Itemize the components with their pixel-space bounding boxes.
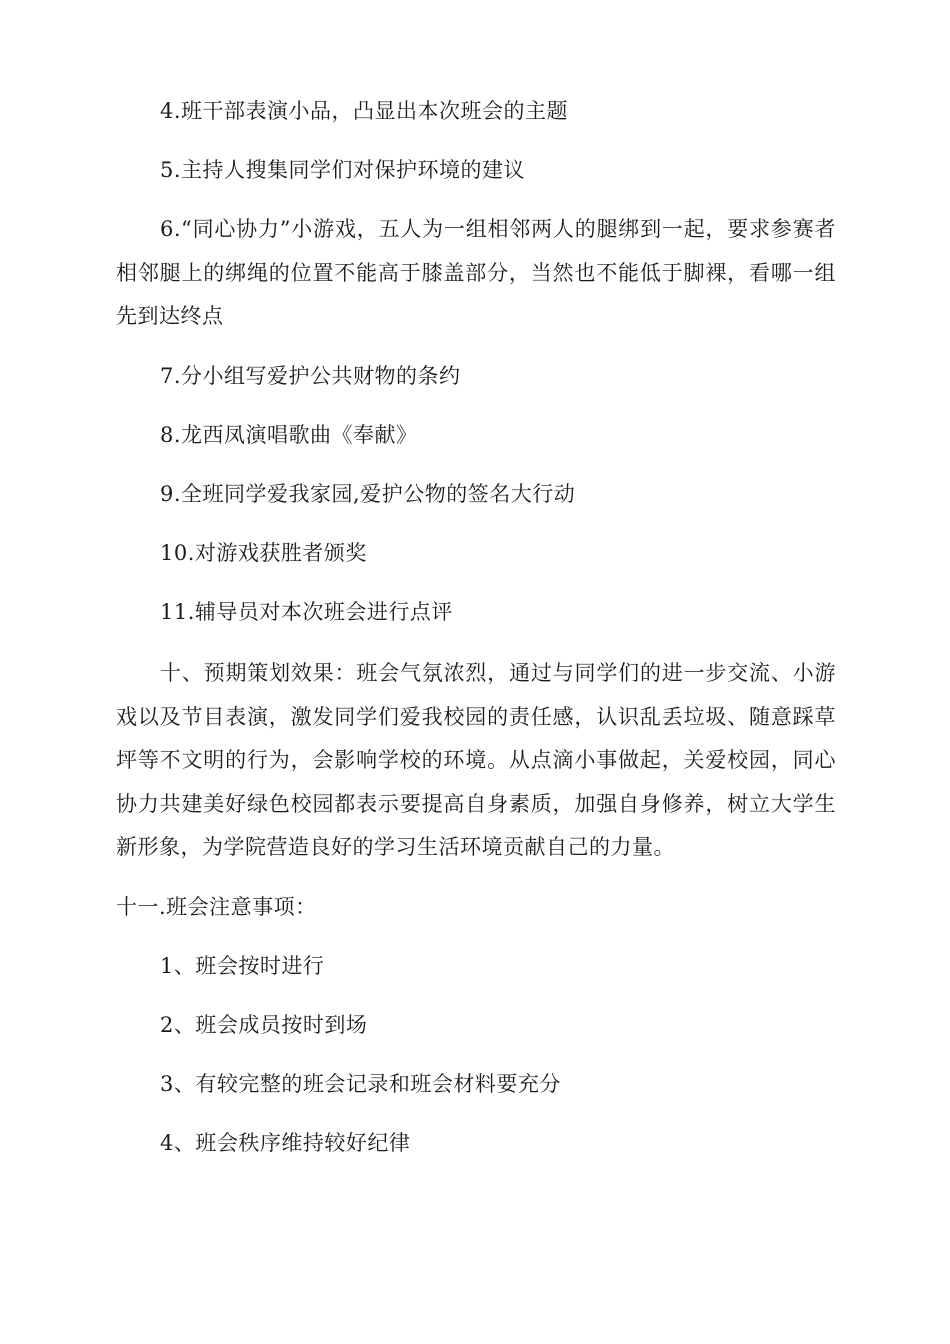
list-item: 10.对游戏获胜者颁奖 <box>160 541 367 565</box>
list-item: 11.辅导员对本次班会进行点评 <box>160 600 453 624</box>
list-item-paragraph: 6.“同心协力”小游戏，五人为一组相邻两人的腿绑到一起，要求参赛者相邻腿上的绑绳的位置不能高于膝盖部分，当然也不能低于脚裸，看哪一组先到达终点 <box>116 217 836 328</box>
list-item: 7.分小组写爱护公共财物的条约 <box>160 364 461 388</box>
note-item: 3、有较完整的班会记录和班会材料要充分 <box>160 1072 561 1096</box>
list-item: 4.班干部表演小品，凸显出本次班会的主题 <box>160 99 569 123</box>
list-item: 8.龙西凤演唱歌曲《奉献》 <box>160 423 418 447</box>
note-item: 2、班会成员按时到场 <box>160 1013 368 1037</box>
list-item: 5.主持人搜集同学们对保护环境的建议 <box>160 158 526 182</box>
note-item: 1、班会按时进行 <box>160 954 325 978</box>
note-item: 4、班会秩序维持较好纪律 <box>160 1131 411 1155</box>
list-item: 9.全班同学爱我家园,爱护公物的签名大行动 <box>160 482 576 506</box>
section-ten-paragraph: 十、预期策划效果：班会气氛浓烈，通过与同学们的进一步交流、小游戏以及节目表演，激发同学们爱我校园的责任感，认识乱丢垃圾、随意踩草坪等不文明的行为，会影响学校的环境。从点滴小事做起，关爱校园，同心协力共建美好绿色校园都表示要提高自身素质，加强自身修养，树立大学生新形象，为学院营造良好的学习生活环境贡献自己的力量。 <box>116 661 836 859</box>
section-heading: 十一.班会注意事项： <box>116 895 317 919</box>
